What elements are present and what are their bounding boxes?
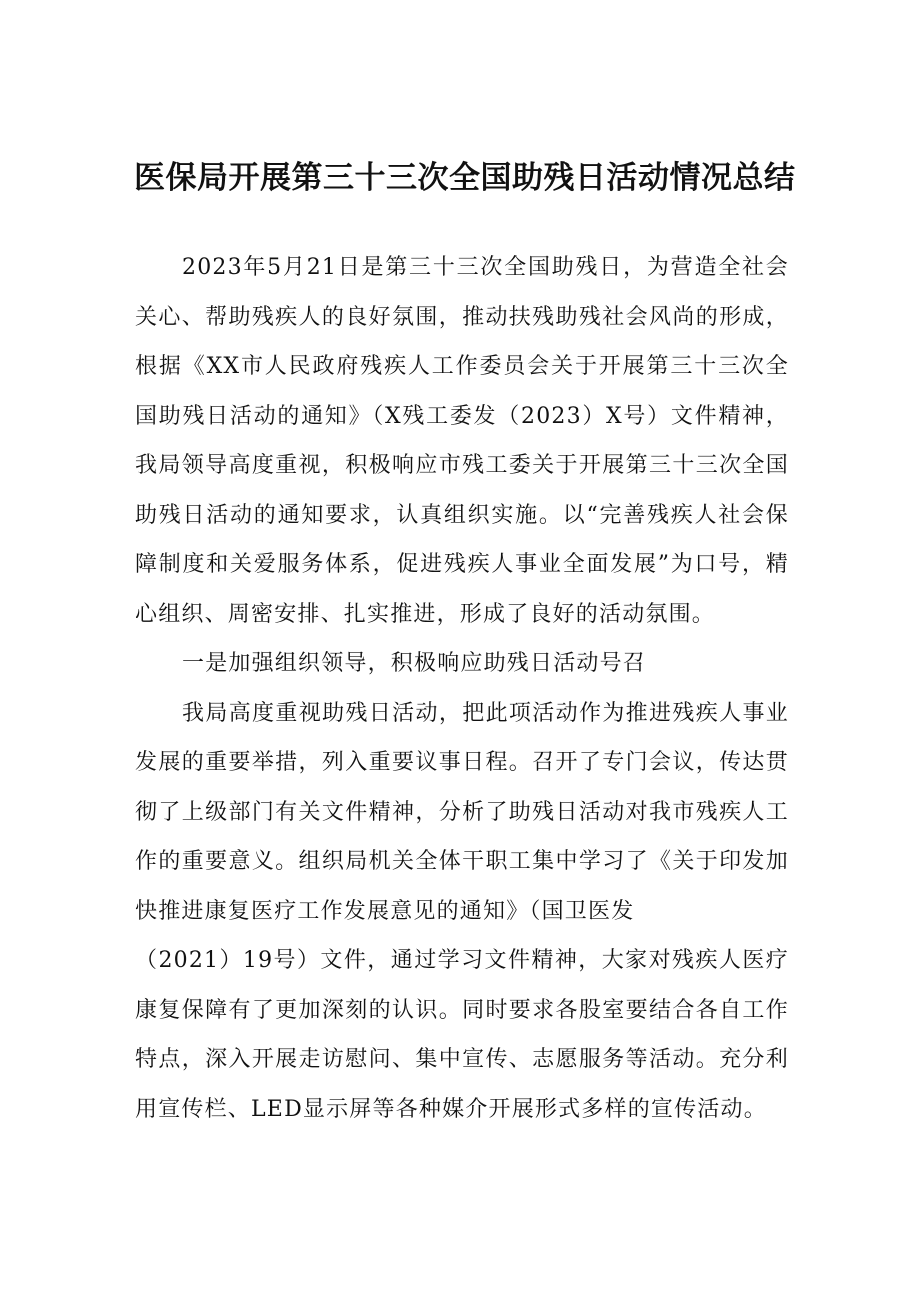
paragraph-section-1-continued: （2021）19号）文件，通过学习文件精神，大家对残疾人医疗康复保障有了更加深刻的认识。同时要求各股室要结合各自工作特点，深入开展走访慰问、集中宣传、志愿服务等活动。充分利用宣传栏、LED显示屏等各种媒介开展形式多样的宣传活动。 bbox=[135, 948, 789, 1122]
paragraph-section-1: 我局高度重视助残日活动，把此项活动作为推进残疾人事业发展的重要举措，列入重要议事日程。召开了专门会议，传达贯彻了上级部门有关文件精神，分析了助残日活动对我市残疾人工作的重要意义。组织局机关全体干职工集中学习了《关于印发加快推进康复医疗工作发展意见的通知》（国卫医发 bbox=[135, 700, 789, 924]
section-heading-1: 一是加强组织领导，积极响应助残日活动号召 bbox=[182, 651, 647, 676]
document-body bbox=[135, 243, 789, 1134]
paragraph-intro: 2023年5月21日是第三十三次全国助残日，为营造全社会关心、帮助残疾人的良好氛围，推动扶残助残社会风尚的形成，根据《XX市人民政府残疾人工作委员会关于开展第三十三次全国助残日活动的通知》（X残工委发（2023）X号）文件精神，我局领导高度重视，积极响应市残工委关于开展第三十三次全国助残日活动的通知要求，认真组织实施。以“完善残疾人社会保障制度和关爱服务体系，促进残疾人事业全面发展”为口号，精心组织、周密安排、扎实推进，形成了良好的活动氛围。 bbox=[135, 255, 789, 627]
document-title: 医保局开展第三十三次全国助残日活动情况总结 bbox=[134, 160, 796, 196]
